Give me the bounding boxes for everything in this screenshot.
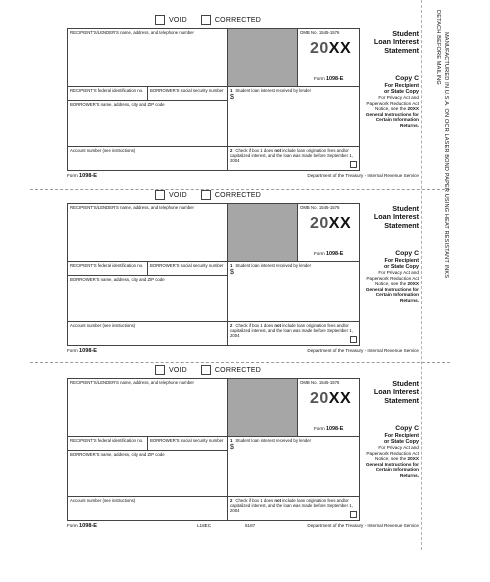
dollar-sign: $ (230, 94, 234, 101)
footer-form-name: Form 1098-E (67, 523, 98, 529)
form-name: Form 1098-E (314, 426, 344, 432)
box2-label: Check if box 1 does not include loan origination fees and/or capitalized interest, and the loan was made before September 1, 2004 (230, 323, 353, 338)
void-checkbox[interactable] (155, 365, 165, 375)
shaded-box (228, 29, 298, 87)
account-number-label: Account number (see instructions) (70, 323, 136, 328)
privacy-notice: For Privacy Act and Paperwork Reduction Act Notice, see the 20XX General Instructions for Certain Information Returns. (365, 95, 419, 128)
box2-number: 2 (230, 498, 233, 503)
form-title: Student Loan Interest Statement (373, 379, 419, 405)
box1-label: Student loan interest received by lender (235, 263, 312, 268)
copy-designation: Copy C For Recipient or State Copy For Privacy Act and Paperwork Reduction Act Notice, see the 20XX General Instructions for Certain Information Returns. (361, 75, 419, 128)
borrower-ssn-field[interactable] (148, 262, 228, 276)
recipient-id-label: RECIPIENT'S federal identification no. (70, 438, 144, 443)
form-grid (67, 203, 360, 346)
box2-check-field (228, 322, 360, 345)
title-panel (360, 28, 419, 171)
box2-checkbox[interactable] (350, 161, 357, 168)
title-panel (360, 203, 419, 346)
recipient-id-field[interactable] (68, 262, 148, 276)
recipient-name-label: RECIPIENT'S/LENDER'S name, address, and telephone number (70, 380, 194, 385)
account-number-field[interactable] (68, 497, 228, 520)
recipient-id-label: RECIPIENT'S federal identification no. (70, 263, 144, 268)
form-copy-2 (67, 189, 419, 361)
vertical-perforation (421, 0, 422, 550)
borrower-name-label: BORROWER'S name, address, city and ZIP code (70, 452, 165, 457)
void-checkbox[interactable] (155, 190, 165, 200)
omb-year-box (298, 379, 360, 437)
form-footer (67, 173, 419, 181)
corrected-checkbox[interactable] (201, 365, 211, 375)
dollar-sign: $ (230, 444, 234, 451)
omb-number: OMB No. 1545-1576 (300, 30, 340, 35)
copy-heading: Copy C (395, 250, 419, 257)
corrected-checkbox[interactable] (201, 15, 211, 25)
void-corrected-row (155, 364, 271, 376)
void-label: VOID (169, 16, 187, 24)
box1-number: 1 (230, 438, 233, 443)
recipient-name-label: RECIPIENT'S/LENDER'S name, address, and telephone number (70, 205, 194, 210)
dollar-sign: $ (230, 269, 234, 276)
form-name: Form 1098-E (314, 76, 344, 82)
borrower-ssn-label: BORROWER'S social security number (150, 263, 224, 268)
form-footer (67, 523, 419, 531)
box2-label: Check if box 1 does not include loan origination fees and/or capitalized interest, and the loan was made before September 1, 2004 (230, 148, 353, 163)
box1-label: Student loan interest received by lender (235, 88, 312, 93)
void-label: VOID (169, 191, 187, 199)
copy-designation: Copy C For Recipient or State Copy For Privacy Act and Paperwork Reduction Act Notice, see the 20XX General Instructions for Certain Information Returns. (361, 425, 419, 478)
shaded-box (228, 204, 298, 262)
footer-form-name: Form 1098-E (67, 348, 98, 354)
corrected-label: CORRECTED (214, 16, 262, 24)
copy-designation: Copy C For Recipient or State Copy For Privacy Act and Paperwork Reduction Act Notice, see the 20XX General Instructions for Certain Information Returns. (361, 250, 419, 303)
privacy-notice: For Privacy Act and Paperwork Reduction Act Notice, see the 20XX General Instructions for Certain Information Returns. (365, 270, 419, 303)
box1-number: 1 (230, 263, 233, 268)
shaded-box (228, 379, 298, 437)
recipient-id-label: RECIPIENT'S federal identification no. (70, 88, 144, 93)
void-label: VOID (169, 366, 187, 374)
box2-checkbox[interactable] (350, 511, 357, 518)
recipient-name-label: RECIPIENT'S/LENDER'S name, address, and telephone number (70, 30, 194, 35)
corrected-checkbox[interactable] (201, 190, 211, 200)
footer-form-name: Form 1098-E (67, 173, 98, 179)
form-title: Student Loan Interest Statement (373, 29, 419, 55)
title-panel (360, 378, 419, 521)
side-margin (425, 0, 451, 550)
detach-text: DETACH BEFORE MAILING (435, 10, 441, 85)
borrower-name-label: BORROWER'S name, address, city and ZIP code (70, 102, 165, 107)
box1-interest-field[interactable] (228, 262, 360, 322)
department-text: Department of the Treasury - Internal Revenue Service (307, 173, 419, 178)
footer-code-right: 5187 (245, 523, 256, 528)
tax-year: 20XX (310, 390, 352, 407)
box1-interest-field[interactable] (228, 437, 360, 497)
recipient-name-field[interactable] (68, 29, 228, 87)
form-title: Student Loan Interest Statement (373, 204, 419, 230)
copy-heading: Copy C (395, 425, 419, 432)
box1-number: 1 (230, 88, 233, 93)
perforation-line (30, 362, 450, 363)
box2-label: Check if box 1 does not include loan origination fees and/or capitalized interest, and the loan was made before September 1, 2004 (230, 498, 353, 513)
department-text: Department of the Treasury - Internal Revenue Service (307, 523, 419, 528)
box2-number: 2 (230, 148, 233, 153)
box2-check-field (228, 497, 360, 520)
account-number-label: Account number (see instructions) (70, 498, 136, 503)
form-copy-1 (67, 14, 419, 186)
form-copy-3 (67, 364, 419, 536)
account-number-field[interactable] (68, 322, 228, 345)
recipient-id-field[interactable] (68, 437, 148, 451)
tax-year: 20XX (310, 215, 352, 232)
borrower-ssn-field[interactable] (148, 87, 228, 101)
borrower-name-field[interactable] (68, 451, 228, 497)
omb-year-box (298, 204, 360, 262)
footer-code-left: L18EC (197, 523, 212, 528)
form-footer (67, 348, 419, 356)
box2-number: 2 (230, 323, 233, 328)
corrected-label: CORRECTED (214, 191, 262, 199)
corrected-label: CORRECTED (214, 366, 262, 374)
manufactured-text: MANUFACTURED IN U.S.A. ON OCR LASER BOND PAPER USING HEAT RESISTANT INKS (443, 32, 449, 279)
account-number-field[interactable] (68, 147, 228, 170)
box1-label: Student loan interest received by lender (235, 438, 312, 443)
form-grid (67, 378, 360, 521)
omb-number: OMB No. 1545-1576 (300, 205, 340, 210)
omb-number: OMB No. 1545-1576 (300, 380, 340, 385)
tax-year: 20XX (310, 40, 352, 57)
borrower-name-label: BORROWER'S name, address, city and ZIP code (70, 277, 165, 282)
borrower-name-field[interactable] (68, 276, 228, 322)
account-number-label: Account number (see instructions) (70, 148, 136, 153)
box2-checkbox[interactable] (350, 336, 357, 343)
borrower-ssn-label: BORROWER'S social security number (150, 438, 224, 443)
void-corrected-row (155, 14, 271, 26)
void-checkbox[interactable] (155, 15, 165, 25)
privacy-notice: For Privacy Act and Paperwork Reduction Act Notice, see the 20XX General Instructions for Certain Information Returns. (365, 445, 419, 478)
omb-year-box (298, 29, 360, 87)
borrower-name-field[interactable] (68, 101, 228, 147)
box2-check-field (228, 147, 360, 170)
copy-heading: Copy C (395, 75, 419, 82)
form-grid (67, 28, 360, 171)
box1-interest-field[interactable] (228, 87, 360, 147)
recipient-name-field[interactable] (68, 379, 228, 437)
recipient-id-field[interactable] (68, 87, 148, 101)
borrower-ssn-label: BORROWER'S social security number (150, 88, 224, 93)
void-corrected-row (155, 189, 271, 201)
recipient-name-field[interactable] (68, 204, 228, 262)
borrower-ssn-field[interactable] (148, 437, 228, 451)
department-text: Department of the Treasury - Internal Revenue Service (307, 348, 419, 353)
form-name: Form 1098-E (314, 251, 344, 257)
